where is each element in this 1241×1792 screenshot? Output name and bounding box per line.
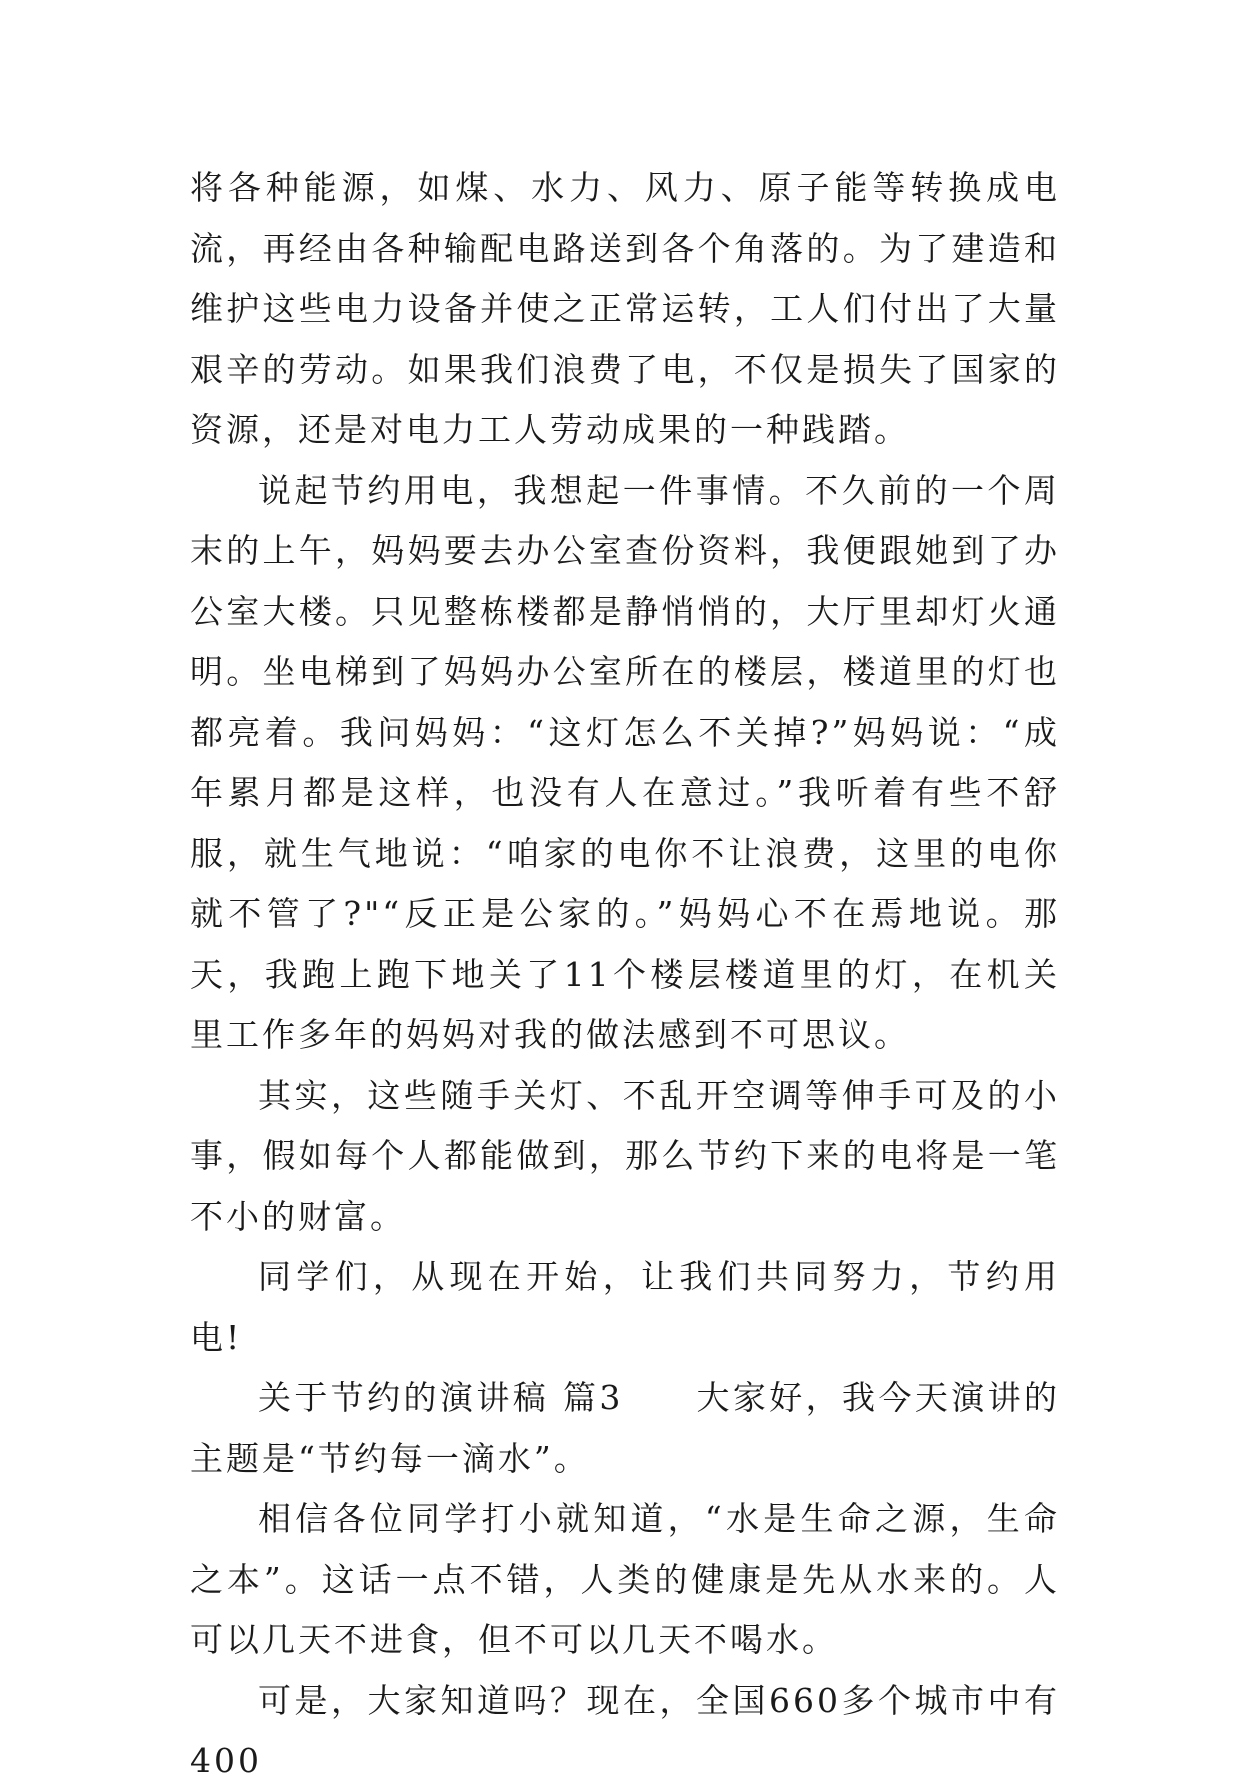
paragraph-6: 相信各位同学打小就知道，“水是生命之源，生命之本”。这话一点不错，人类的健康是先从水来的。人可以几天不进食，但不可以几天不喝水。 — [190, 1499, 1060, 1659]
paragraph-3: 其实，这些随手关灯、不乱开空调等伸手可及的小事，假如每个人都能做到，那么节约下来的电将是一笔不小的财富。 — [190, 1075, 1060, 1236]
paragraph-1: 将各种能源，如煤、水力、风力、原子能等转换成电流，再经由各种输配电路送到各个角落的。为了建造和维护这些电力设备并使之正常运转，工人们付出了大量艰辛的劳动。如果我们浪费了电，不仅是损失了国家的资源，还是对电力工人劳动成果的一种践踏。 — [190, 168, 1060, 449]
paragraph-5: 关于节约的演讲稿 篇3 大家好，我今天演讲的主题是“节约每一滴水”。 — [190, 1378, 1060, 1478]
paragraph-2: 说起节约用电，我想起一件事情。不久前的一个周末的上午，妈妈要去办公室查份资料，我便跟她到了办公室大楼。只见整栋楼都是静悄悄的，大厅里却灯火通明。坐电梯到了妈妈办公室所在的楼层，楼道里的灯也都亮着。我问妈妈：“这灯怎么不关掉?”妈妈说：“成年累月都是这样，也没有人在意过。”我听着有些不舒服，就生气地说：“咱家的电你不让浪费，这里的电你就不管了?"“反正是公家的。”妈妈心不在焉地说。那天，我跑上跑下地关了11个楼层楼道里的灯，在机关里工作多年的妈妈对我的做法感到不可思议。 — [190, 470, 1060, 1054]
paragraph-4: 同学们，从现在开始，让我们共同努力，节约用电! — [190, 1257, 1060, 1357]
document-body — [190, 158, 1060, 1792]
paragraph-7: 可是，大家知道吗？现在，全国660多个城市中有400 — [190, 1680, 1060, 1780]
